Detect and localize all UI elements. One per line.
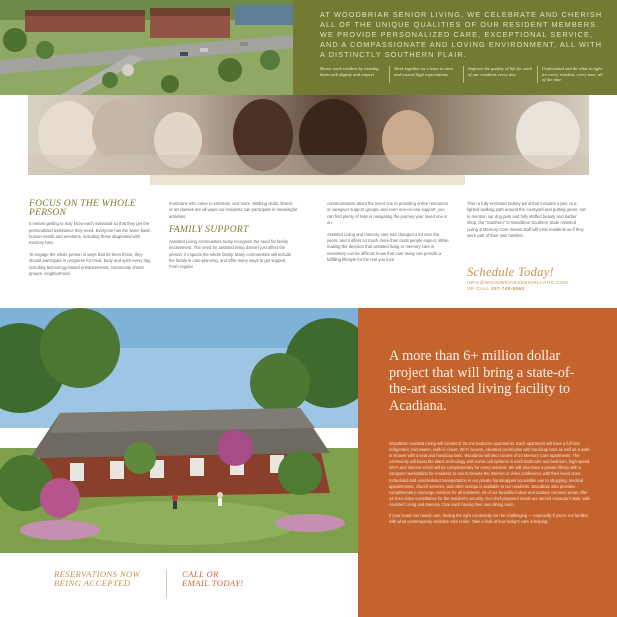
brochure-top-spread bbox=[0, 0, 617, 300]
callout-divider bbox=[166, 570, 167, 598]
support-column bbox=[327, 201, 451, 269]
schedule-call-label: OR CALL bbox=[467, 286, 490, 291]
reservations-callout bbox=[54, 570, 140, 588]
core-value-teamwork: Work together as a team to meet and exceed high expectations bbox=[389, 66, 463, 83]
brochure-bottom-spread bbox=[0, 308, 617, 617]
core-value-honor: Honor each resident by treating them with dignity and respect bbox=[320, 66, 379, 77]
amenities-column bbox=[467, 201, 587, 244]
schedule-block bbox=[467, 265, 602, 292]
support-paragraph-1: communication about the loved one to providing online resources or caregiver support groups, and even one-on-one support, you can find plenty of help in navigating the journey your loved one is on. bbox=[327, 201, 448, 226]
schedule-title: Schedule Today! bbox=[467, 265, 555, 279]
activities-paragraph: musicians who come to entertain, and more. Walking clubs, fitness or art classes are all ways our residents can participate in meaningful activities. bbox=[169, 201, 298, 219]
family-heading: FAMILY SUPPORT bbox=[169, 225, 249, 236]
project-paragraph-1: Woodbriar Assisted Living will consist of 35 one bedroom apartments. Each apartment will have a full size refrigerator, microwave, walk-in closet, Wi-Fi access, elevated commodes with handicap bars as well as a walk-in shower with a seat and handicap bars. Woodbriar will also consist of 10 Memory Care apartments. The community will boast the latest technology with nurse call systems in each bathroom and bedroom, high-speed Wi-Fi and Internet which will be complimentary for every resident. We will also have a private library with a computer workstation for residents to use to browse the Internet or video conference with their loved ones. Scheduled and unscheduled transportation in our private handicapped accessible van to shopping, medical appointments, church services, and other outings is available to our residents. Woodbriar also provides complimentary concierge services for all residents. All of our beautiful indoor and outdoor common areas offer 24-hour video surveillance for the resident's security. Our chef-prepared meals are served restaurant style, with Assisted Living and Memory Care each having their own dining room. bbox=[389, 441, 591, 507]
core-value-understanding: Understand and do what is right for every resident, every time, all of the time bbox=[537, 66, 611, 83]
facility-rendering-image bbox=[0, 308, 358, 553]
focus-heading: FOCUS ON THE WHOLE PERSON bbox=[29, 199, 137, 218]
amenities-paragraph: Then a fully enclosed Sidney pond that includes a pier, to a lighted walking path around the courtyard and putting green, not to mention our dog park and fully staffed beauty and barber shop, the "Southern" in Woodbriar Southern State Assisted Living & Memory Care means staff will treat residents as if they were part of their own families. bbox=[467, 201, 586, 239]
family-paragraph-1: Assisted Living communities today recognize the need for family involvement. The need for assisted living doesn't just affect the person, it impacts the whole family. Many communities will include the family in care planning, and offer many ways to get support. From regular bbox=[169, 238, 292, 270]
reservations-line-1: RESERVATIONS NOW bbox=[54, 569, 141, 579]
schedule-phone-line bbox=[467, 286, 602, 292]
reservation-strip bbox=[0, 553, 358, 617]
residents-photo-strip bbox=[28, 95, 589, 175]
focus-paragraph-1: It means getting to truly know each individual so that they get the personalized assistance they need. Everyone has the same basic human needs and emotions, including those diagnosed with memory loss. bbox=[29, 221, 151, 246]
aerial-rendering-image bbox=[0, 0, 293, 95]
decorative-band bbox=[150, 175, 465, 185]
schedule-email[interactable]: INFO@WOODBRIARSENIORLIVING.COM bbox=[467, 280, 569, 285]
call-callout bbox=[182, 570, 244, 588]
core-values-row bbox=[320, 66, 611, 83]
project-headline: A more than 6+ million dollar project that will bring a state-of-the-art assisted living facility to Acadiana. bbox=[389, 348, 575, 414]
reservations-line-2: BEING ACCEPTED bbox=[54, 578, 131, 588]
schedule-phone[interactable]: 337-740-9063 bbox=[490, 286, 525, 291]
mission-statement: AT WOODBRIAR SENIOR LIVING, WE CELEBRATE AND CHERISH ALL OF THE UNIQUE QUALITIES OF OUR RESIDENT MEMBERS. WE PROVIDE PERSONALIZED CARE, EXCEPTIONAL SERVICE, AND A COMPASSIONATE AND LOVING ENVIRONMENT, ALL WITH A DISTINCTLY SOUTHERN FLAIR. bbox=[320, 10, 603, 59]
call-line-2: EMAIL TODAY! bbox=[182, 578, 244, 588]
project-body bbox=[389, 441, 593, 525]
project-panel bbox=[358, 308, 617, 617]
mission-statement-panel bbox=[293, 0, 617, 95]
project-paragraph-2: If your loved one needs care, finding the right community can be challenging — especially if you're not familiar with what contemporary assistive care is like. Take a look at how today's care is helping. bbox=[389, 513, 588, 525]
focus-paragraph-2: To engage the whole person in ways that let them thrive, they should participate in programs for mind, body and spirit every day, including technology-based enhancements, community choral groups, neighborhood bbox=[29, 251, 152, 277]
family-column bbox=[169, 201, 297, 276]
call-line-1: CALL OR bbox=[182, 569, 219, 579]
support-paragraph-2: Assisted Living and memory care has changed a lot over the years, and it offers so much more than most people expect. While making the decision that assisted living or memory care is necessary can be difficult, know that care today can provide a fulfilling lifestyle for the rest you love. bbox=[327, 231, 449, 263]
core-value-quality: Improve the quality of life for each of our residents every day bbox=[463, 66, 537, 83]
focus-column bbox=[29, 200, 153, 282]
